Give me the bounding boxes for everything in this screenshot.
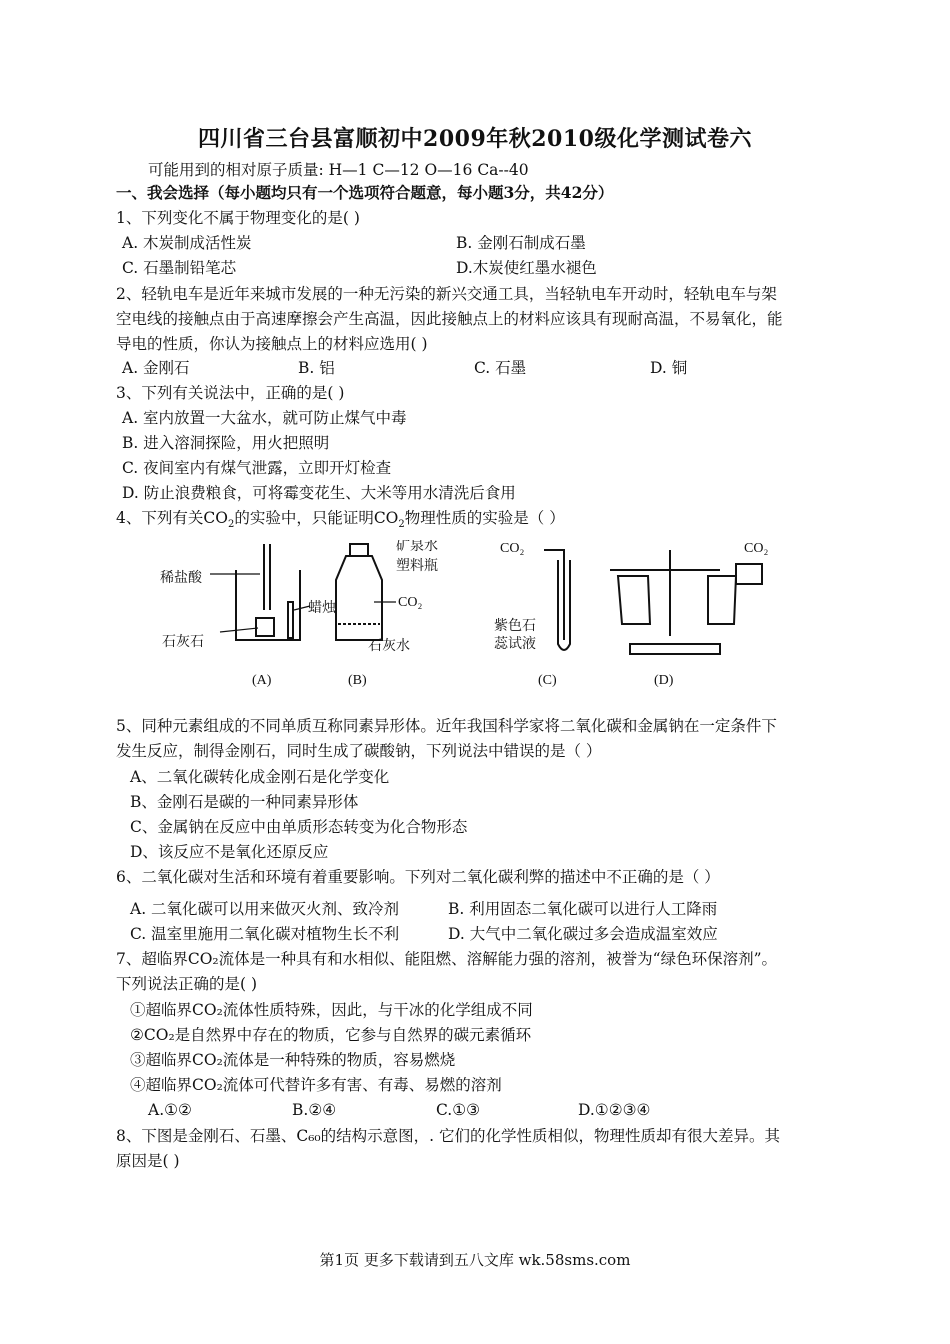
q7-statement-1: ①超临界CO₂流体性质特殊，因此，与干冰的化学组成不同 <box>130 1001 533 1019</box>
figure-a-apparatus <box>210 544 310 640</box>
q1-option-d: D.木炭使红墨水褪色 <box>456 259 597 277</box>
label-litmus-2: 蕊试液 <box>494 637 536 652</box>
q7-option-a: A.①② <box>148 1101 192 1119</box>
q8-line1: 8、下图是金刚石、石墨、C₆₀的结构示意图，. 它们的化学性质相似，物理性质却有很大差异。其 <box>116 1127 781 1145</box>
figure-c-tube <box>544 550 570 650</box>
q7-line2: 下列说法正确的是( ) <box>116 975 258 993</box>
q2-line3: 导电的性质，你认为接触点上的材料应选用( ) <box>116 335 428 353</box>
q6-option-b: B. 利用固态二氧化碳可以进行人工降雨 <box>448 900 718 918</box>
figure-d-balance <box>610 550 762 654</box>
q4-subscript-2: 2 <box>398 519 405 531</box>
q6-option-a: A. 二氧化碳可以用来做灭火剂、致冷剂 <box>130 900 400 918</box>
section-heading: 一、我会选择（每小题均只有一个选项符合题意，每小题3分，共42分） <box>116 183 614 202</box>
label-co2-b: CO₂ <box>398 595 423 610</box>
q1-option-a: A. 木炭制成活性炭 <box>122 234 252 252</box>
label-candle: 蜡烛 <box>308 601 336 616</box>
q2-option-b: B. 铝 <box>298 359 335 377</box>
q2-line2: 空电线的接触点由于高速摩擦会产生高温，因此接触点上的材料应该具有现耐高温，不易氧化，能 <box>116 310 783 328</box>
q5-option-b: B、金刚石是碳的一种同素异形体 <box>130 793 359 811</box>
q3-option-c: C. 夜间室内有煤气泄露，立即开灯检查 <box>122 459 392 477</box>
q7-option-d: D.①②③④ <box>578 1101 651 1119</box>
label-mineral-water: 矿泉水 <box>396 540 438 554</box>
q5-option-d: D、该反应不是氧化还原反应 <box>130 843 329 861</box>
page-footer: 第1页 更多下载请到五八文库 wk.58sms.com <box>319 1251 631 1269</box>
q4-subscript-1: 2 <box>227 519 235 531</box>
q3-stem: 3、下列有关说法中，正确的是( ) <box>116 384 345 402</box>
q5-option-c: C、金属钠在反应中由单质形态转变为化合物形态 <box>130 818 468 836</box>
q4-stem <box>116 508 565 535</box>
q7-statement-2: ②CO₂是自然界中存在的物质，它参与自然界的碳元素循环 <box>130 1026 532 1044</box>
label-litmus-1: 紫色石 <box>494 619 536 634</box>
q2-option-c: C. 石墨 <box>474 359 527 377</box>
q8-line2: 原因是( ) <box>116 1152 180 1170</box>
label-limestone: 石灰石 <box>162 635 204 650</box>
q3-option-d: D. 防止浪费粮食，可将霉变花生、大米等用水清洗后食用 <box>122 484 516 502</box>
label-co2-c: CO₂ <box>500 541 525 556</box>
caption-b: (B) <box>348 673 367 688</box>
label-dilute-hcl: 稀盐酸 <box>160 571 202 586</box>
q1-stem: 1、下列变化不属于物理变化的是( ) <box>116 209 360 227</box>
label-co2-d: CO₂ <box>744 541 769 556</box>
q5-line1: 5、同种元素组成的不同单质互称同素异形体。近年我国科学家将二氧化碳和金属钠在一定条件下 <box>116 717 777 735</box>
q1-option-b: B. 金刚石制成石墨 <box>456 234 586 252</box>
caption-a: (A) <box>252 673 272 688</box>
q7-statement-3: ③超临界CO₂流体是一种特殊的物质，容易燃烧 <box>130 1051 456 1069</box>
q3-option-b: B. 进入溶洞探险，用火把照明 <box>122 434 330 452</box>
q4-stem-part3: 物理性质的实验是（ ） <box>404 509 565 527</box>
caption-c: (C) <box>538 673 557 688</box>
q5-line2: 发生反应，制得金刚石，同时生成了碳酸钠，下列说法中错误的是（ ） <box>116 742 602 760</box>
q1-option-c: C. 石墨制铅笔芯 <box>122 259 237 277</box>
q4-stem-part2: 的实验中，只能证明CO <box>234 509 399 527</box>
atomic-mass-line: 可能用到的相对原子质量: H—1 C—12 O—16 Ca--40 <box>148 161 529 179</box>
experiment-figure <box>160 540 800 700</box>
q7-statement-4: ④超临界CO₂流体可代替许多有害、有毒、易燃的溶剂 <box>130 1076 502 1094</box>
q7-option-c: C.①③ <box>436 1101 481 1119</box>
caption-d: (D) <box>654 673 674 688</box>
q7-option-b: B.②④ <box>292 1101 337 1119</box>
q5-option-a: A、二氧化碳转化成金刚石是化学变化 <box>130 768 390 786</box>
q2-option-d: D. 铜 <box>650 359 688 377</box>
label-plastic-bottle: 塑料瓶 <box>396 559 438 574</box>
q2-line1: 2、轻轨电车是近年来城市发展的一种无污染的新兴交通工具，当轻轨电车开动时，轻轨电车与架 <box>116 285 777 303</box>
q3-option-a: A. 室内放置一大盆水，就可防止煤气中毒 <box>122 409 407 427</box>
page-title: 四川省三台县富顺初中2009年秋2010级化学测试卷六 <box>198 126 752 152</box>
q2-option-a: A. 金刚石 <box>122 359 190 377</box>
figure-b-bottle <box>336 544 396 640</box>
q6-option-d: D. 大气中二氧化碳过多会造成温室效应 <box>448 925 718 943</box>
q7-line1: 7、超临界CO₂流体是一种具有和水相似、能阻燃、溶解能力强的溶剂，被誉为“绿色环保溶剂”。 <box>116 950 777 968</box>
q4-stem-part1: 4、下列有关CO <box>116 509 228 527</box>
q6-option-c: C. 温室里施用二氧化碳对植物生长不利 <box>130 925 400 943</box>
q6-stem: 6、二氧化碳对生活和环境有着重要影响。下列对二氧化碳利弊的描述中不正确的是（ ） <box>116 868 720 886</box>
label-limewater: 石灰水 <box>368 639 410 654</box>
